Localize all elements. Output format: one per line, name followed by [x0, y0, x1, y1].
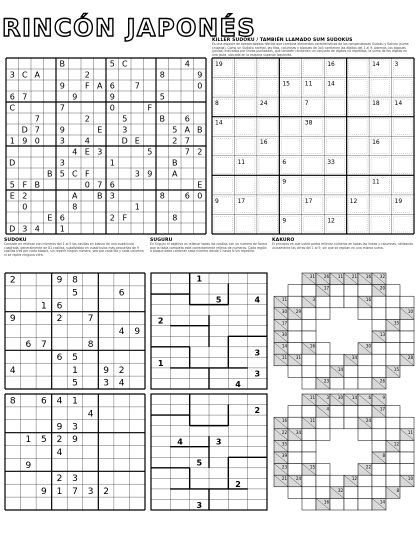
hex-cell-value: 7	[22, 92, 28, 102]
kakuro-clue: 16	[365, 274, 371, 279]
hex-cell-value: A	[172, 169, 178, 179]
hex-cell-value: 2	[84, 70, 90, 80]
hex-cell-value: 5	[59, 169, 65, 179]
suguru-cell-value: 1	[157, 358, 164, 368]
hex-cell-value: 1	[9, 136, 15, 146]
sudoku-cell-value: 3	[103, 378, 109, 389]
hex-cell-value: 0	[197, 81, 203, 91]
killer-cage-sum: 18	[372, 100, 380, 108]
killer-cage-sum: 7	[304, 100, 309, 108]
suguru-cell-value: 1	[196, 274, 203, 284]
kakuro-clue: 11	[407, 429, 413, 435]
hex-cell-value: 7	[184, 147, 190, 157]
kakuro-clue: 17	[281, 320, 287, 326]
kakuro-clue: 30	[365, 343, 371, 349]
killer-cage-sum: 16	[327, 61, 335, 68]
hex-cell-value: 8	[159, 191, 165, 201]
hex-cell-value: F	[122, 213, 128, 223]
hex-cell-value: 7	[134, 81, 140, 91]
sudoku-cell-value: 6	[56, 301, 63, 312]
hex-cell-value: 0	[109, 103, 115, 113]
sudoku-cell-value: 1	[25, 435, 32, 446]
sudoku-cell-value: 5	[72, 352, 78, 363]
sudoku-cell-value: 9	[72, 435, 78, 446]
hex-cell-value: B	[59, 59, 65, 69]
suguru-cell-value: 2	[254, 405, 261, 415]
sudoku-cell-value: 7	[41, 339, 47, 350]
kakuro-clue: 17	[323, 285, 329, 291]
hex-cell-value: D	[21, 125, 28, 135]
killer-cage-sum: 12	[349, 197, 358, 205]
sudoku-grid-2	[4, 393, 146, 511]
hex-cell-value: 7	[59, 103, 65, 113]
hex-cell-value: 6	[184, 114, 190, 124]
sudoku-grid-1	[4, 272, 146, 390]
killer-cage-sum: 11	[372, 178, 380, 186]
kakuro-clue: 6	[368, 395, 371, 400]
hex-cell-value: 1	[59, 224, 65, 234]
killer-cage-sum: 17	[237, 197, 246, 205]
sudoku-cell-value: 4	[56, 396, 63, 407]
suguru-cell-value: 4	[235, 379, 241, 389]
kakuro-clue: 24	[365, 418, 371, 424]
hex-cell-value: D	[9, 158, 16, 168]
killer-cage-sum: 17	[304, 197, 313, 205]
hex-cell-value: 9	[147, 169, 153, 179]
page-title	[0, 0, 257, 48]
sudoku-cell-value: 9	[41, 486, 47, 497]
page-title-text: RINCÓN JAPONÉS	[2, 14, 257, 42]
kakuro-clue: 14	[281, 343, 287, 349]
kakuro-clue: 34	[295, 429, 301, 435]
sudoku-cell-value: 3	[87, 486, 94, 497]
hex-cell-value: 3	[59, 158, 65, 168]
hex-cell-value: E	[197, 180, 203, 190]
sudoku-cell-value: 9	[103, 365, 109, 376]
kakuro-clue: 39	[281, 453, 287, 458]
sudoku-cell-value: 9	[56, 275, 63, 286]
kakuro-clue: 9	[382, 395, 385, 400]
kakuro-clue: 28	[407, 355, 413, 361]
kakuro-clue: 3	[312, 297, 315, 303]
hex-cell-value: 5	[159, 92, 165, 102]
suguru-cell-value: 3	[254, 369, 261, 379]
suguru-cell-value: 3	[196, 500, 203, 510]
sudoku-cell-value: 9	[9, 314, 16, 325]
hex-cell-value: 4	[84, 136, 90, 146]
kakuro-clue: 11	[337, 274, 343, 279]
hex-cell-value: 3	[59, 136, 65, 146]
sudoku-cell-value: 8	[87, 339, 94, 350]
hex-cell-value: 9	[109, 92, 115, 102]
killer-cage-sum: 9	[282, 217, 287, 225]
sudoku-cell-value: 6	[118, 288, 125, 299]
kakuro-clue: 10	[407, 308, 413, 314]
sudoku-cell-value: 9	[25, 460, 32, 471]
suguru-grid-1	[150, 272, 268, 390]
killer-body: Es una especie de rompecabezas híbrido que combina elementos característicos de los rompecabezas Sudoku y Kakuro (suma cruzada). Como un Sudoku normal, las filas, columnas y bloques de 3x3 contienen los dígitos del 1 al 9. Además, los bloques (jaulas) indicados por líneas punteadas, que también contienen un conjunto de dígitos no repetidos, la suma de los dígitos en una jaula, ubicada en la esquina superior izquierda.	[212, 42, 409, 58]
hex-cell-value: 1	[134, 202, 140, 212]
sudoku-cell-value: 2	[56, 314, 63, 325]
kakuro-clue: 31	[309, 274, 315, 279]
killer-cage-sum: 14	[215, 119, 223, 127]
kakuro-clue: 16	[281, 418, 287, 424]
sudoku-cell-value: 3	[72, 422, 78, 433]
kakuro-clue: 30	[281, 332, 287, 337]
hex-cell-value: C	[21, 70, 28, 80]
hex-cell-value: 0	[34, 136, 40, 146]
hex-cell-value: 5	[122, 114, 128, 124]
hex-cell-value: 7	[34, 125, 40, 135]
kakuro-clue: 21	[351, 274, 357, 279]
killer-cage-sum: 9	[282, 178, 287, 186]
killer-cage-sum: 16	[372, 139, 380, 147]
hex-cell-value: 2	[109, 213, 115, 223]
kakuro-clue: 13	[379, 332, 385, 337]
kakuro-clue: 11	[281, 297, 287, 303]
suguru-cell-value: 3	[254, 348, 261, 358]
sudoku-cell-value: 6	[56, 352, 63, 363]
hex-cell-value: 6	[109, 180, 115, 190]
kakuro-clue: 26	[379, 378, 385, 384]
hex-cell-value: 3	[9, 70, 15, 80]
suguru-cell-value: 3	[215, 437, 222, 447]
hex-cell-value: 3	[22, 224, 28, 234]
hex-cell-value: F	[84, 81, 90, 91]
kakuro-clue: 23	[281, 464, 287, 470]
suguru-body: En Suguru el objetivo es rellenar todas las casillas con un número de forma que la tabla completa esté correctamente rellena de números. Cada región o bloque debe contener cada número desde 1 hasta N sin repetirlo.	[150, 242, 267, 254]
hex-cell-value: 6	[109, 81, 115, 91]
hex-cell-value: C	[71, 169, 78, 179]
kakuro-clue: 21	[281, 476, 287, 482]
hex-cell-value: B	[172, 158, 178, 168]
kakuro-clue: 30	[281, 308, 287, 314]
sudoku-body: Consiste en rellenar con números del 1 al 9 las casillas en blanco de una cuadrícula cuadrada, generalmente de 81 casillas, subdividida en cuadrículas más pequeñas de 9 casillas tres por cada bloque, sin repetir ningún número, sea por cada fila y cada columna ni se repite ninguna cifra.	[4, 242, 144, 258]
sudoku-heading: SUDOKU	[4, 238, 27, 243]
hex-cell-value: 0	[22, 202, 28, 212]
kakuro-clue: 15	[309, 464, 315, 470]
kakuro-clue: 30	[337, 395, 343, 400]
killer-cage-sum: 14	[394, 100, 403, 108]
kakuro-clue: 16	[365, 297, 371, 303]
hex-cell-value: 2	[84, 114, 90, 124]
suguru-cell-value: 4	[177, 437, 183, 447]
sudoku-cell-value: 2	[118, 365, 125, 376]
sudoku-cell-value: 7	[72, 486, 78, 497]
sudoku-cell-value: 6	[41, 396, 47, 407]
killer-cage-sum: 19	[215, 61, 223, 68]
hex-cell-value: 5	[147, 147, 153, 157]
suguru-grid-2	[150, 393, 268, 511]
hex-cell-value: 1	[109, 158, 115, 168]
hex-cell-value: 5	[9, 180, 15, 190]
kakuro-clue: 35	[393, 320, 399, 326]
hex-cell-value: 9	[72, 92, 78, 102]
killer-cage-sum: 11	[304, 80, 313, 88]
kakuro-clue: 11	[281, 355, 287, 361]
kakuro-heading: KAKURO	[272, 238, 295, 243]
sudoku-cell-value: 5	[72, 288, 78, 299]
hex-cell-value: 4	[34, 224, 40, 234]
hex-cell-value: 2	[22, 191, 28, 201]
hex-cell-value: C	[121, 59, 128, 69]
hex-cell-value: 3	[134, 169, 140, 179]
kakuro-clue: 22	[281, 429, 287, 435]
kakuro-body: El principio es que usted podrá rellenar números en todas las líneas y columnas, utilizando únicamente las cifras del 1 al 9, sin que se repitan en una misma suma.	[272, 242, 414, 250]
killer-cage-sum: 19	[394, 197, 403, 205]
hex-cell-value: F	[22, 180, 28, 190]
kakuro-clue: 12	[393, 441, 399, 447]
hex-cell-value: 7	[34, 114, 40, 124]
hex-cell-value: A	[34, 70, 40, 80]
kakuro-clue: 14	[337, 366, 343, 372]
kakuro-clue: 24	[295, 476, 301, 482]
hex-cell-value: B	[34, 180, 40, 190]
sudoku-cell-value: 5	[41, 435, 47, 446]
hex-cell-value: 8	[172, 213, 178, 223]
kakuro-clue: 4	[326, 406, 329, 412]
hex-cell-value: 8	[159, 70, 165, 80]
hex-cell-value: 3	[97, 147, 103, 157]
sudoku-cell-value: 2	[56, 473, 63, 484]
sudoku-cell-value: 8	[9, 396, 16, 407]
hex-cell-value: C	[9, 103, 16, 113]
kakuro-clue: 10	[407, 476, 413, 482]
sudoku-cell-value: 1	[72, 365, 78, 376]
killer-cage-sum: 3	[394, 61, 399, 68]
hex-cell-value: 6	[184, 191, 190, 201]
hex-cell-value: A	[97, 81, 103, 91]
kakuro-clue: 15	[393, 366, 399, 372]
hex-cell-value: B	[97, 191, 103, 201]
hex-cell-value: 4	[184, 59, 190, 69]
hex-cell-value: 9	[197, 70, 203, 80]
kakuro-clue: 20	[379, 285, 385, 291]
killer-sudoku	[210, 56, 416, 236]
kakuro-clue: 14	[379, 499, 385, 505]
kakuro-clue: 14	[351, 395, 357, 400]
hex-cell-value: F	[84, 169, 90, 179]
hex-cell-value: B	[197, 125, 203, 135]
hex-cell-value: E	[134, 136, 140, 146]
suguru-cell-value: 4	[254, 295, 261, 305]
sudoku-cell-value: 5	[72, 378, 78, 389]
hex-cell-value: E	[97, 125, 103, 135]
hex-cell-value: A	[184, 125, 190, 135]
hex-cell-value: 6	[9, 92, 15, 102]
kakuro-grid-2	[272, 393, 416, 511]
sudoku-cell-value: 1	[72, 396, 78, 407]
hex-cell-value: 5	[172, 125, 178, 135]
killer-cage-sum: 15	[282, 80, 290, 88]
sudoku-cell-value: 3	[72, 473, 78, 484]
killer-cage-sum: 6	[282, 158, 287, 166]
kakuro-clue: 12	[351, 476, 357, 482]
sudoku-cell-value: 6	[25, 339, 32, 350]
kakuro-clue: 23	[323, 378, 329, 384]
kakuro-clue: 8	[382, 453, 385, 458]
hex-cell-value: 9	[59, 125, 65, 135]
sudoku-cell-value: 7	[87, 314, 94, 325]
killer-cage-sum: 12	[327, 217, 335, 225]
kakuro-clue: 11	[309, 395, 315, 400]
suguru-cell-value: 2	[157, 316, 164, 326]
killer-heading: KILLER SUDOKU / TAMBIÉN LLAMADO SUM SUDOKUS	[212, 38, 353, 43]
kakuro-clue: 16	[309, 343, 315, 349]
hex-cell-value: F	[147, 103, 153, 113]
hex-cell-value: 6	[59, 213, 65, 223]
hex-cell-value: 7	[184, 136, 190, 146]
sudoku-cell-value: 2	[9, 275, 16, 286]
killer-cage-sum: 38	[304, 119, 313, 127]
hex-cell-value: 0	[84, 180, 90, 190]
killer-cage-sum: 9	[215, 197, 219, 205]
killer-cage-sum: 11	[237, 158, 246, 166]
killer-cage-sum: 8	[215, 100, 219, 108]
sudoku-cell-value: 9	[134, 327, 141, 338]
killer-cage-sum: 14	[327, 80, 335, 88]
hex-cell-value: 2	[197, 147, 203, 157]
kakuro-clue: 16	[323, 499, 329, 505]
suguru-cell-value: 5	[215, 295, 222, 305]
sudoku-cell-value: 4	[118, 327, 125, 338]
hex-cell-value: A	[72, 191, 78, 201]
sudoku-cell-value: 4	[9, 365, 16, 376]
hex-cell-value: 7	[97, 180, 103, 190]
suguru-cell-value: 2	[235, 479, 241, 489]
hex-cell-value: B	[159, 114, 165, 124]
sudoku-cell-value: 9	[56, 422, 63, 433]
hex-cell-value: E	[47, 213, 53, 223]
kakuro-clue: 17	[379, 406, 385, 412]
killer-cage-sum: 24	[259, 100, 268, 108]
suguru-cell-value: 5	[196, 458, 203, 468]
hex-cell-value: 5	[109, 59, 115, 69]
kakuro-clue: 22	[365, 464, 371, 470]
hex-cell-value: D	[9, 224, 16, 234]
kakuro-clue: 29	[295, 308, 301, 314]
kakuro-clue: 31	[295, 355, 301, 361]
hex-cell-value: 3	[122, 125, 128, 135]
killer-cage-sum: 33	[327, 158, 335, 166]
killer-cage-sum: 14	[372, 61, 380, 68]
hex-cell-value: 4	[72, 147, 78, 157]
suguru-heading: SUGURU	[150, 238, 173, 243]
sudoku-cell-value: 2	[103, 486, 109, 497]
kakuro-clue: 26	[323, 274, 329, 279]
kakuro-clue: 35	[281, 441, 287, 447]
kakuro-clue: 34	[351, 355, 357, 361]
hex-cell-value: E	[84, 147, 90, 157]
kakuro-clue: 32	[379, 274, 385, 279]
sudoku-cell-value: 1	[56, 486, 63, 497]
sudoku-cell-value: 4	[118, 378, 125, 389]
kakuro-clue: 3	[326, 395, 329, 400]
hex-cell-value: 8	[72, 202, 78, 212]
hex-cell-value: 0	[197, 191, 203, 201]
hex-cell-value: 3	[109, 191, 115, 201]
kakuro-grid-1	[272, 272, 416, 390]
kakuro-clue: 8	[396, 487, 399, 493]
sudoku-cell-value: 2	[56, 435, 63, 446]
sudoku-cell-value: 1	[41, 301, 47, 312]
sudoku-cell-value: 4	[56, 448, 63, 459]
hex-cell-value: 9	[22, 136, 28, 146]
killer-cage-sum: 16	[259, 139, 268, 147]
sudoku-cell-value: 8	[72, 275, 78, 286]
kakuro-clue: 32	[337, 487, 343, 493]
kakuro-clue: 11	[309, 418, 315, 424]
hex-cell-value: B	[47, 169, 53, 179]
hex-cell-value: 2	[172, 136, 178, 146]
hex-cell-value: E	[9, 191, 15, 201]
hex-sudoku	[4, 56, 208, 236]
hex-cell-value: D	[121, 136, 128, 146]
sudoku-cell-value: 4	[87, 409, 94, 420]
hex-cell-value: 9	[59, 81, 65, 91]
